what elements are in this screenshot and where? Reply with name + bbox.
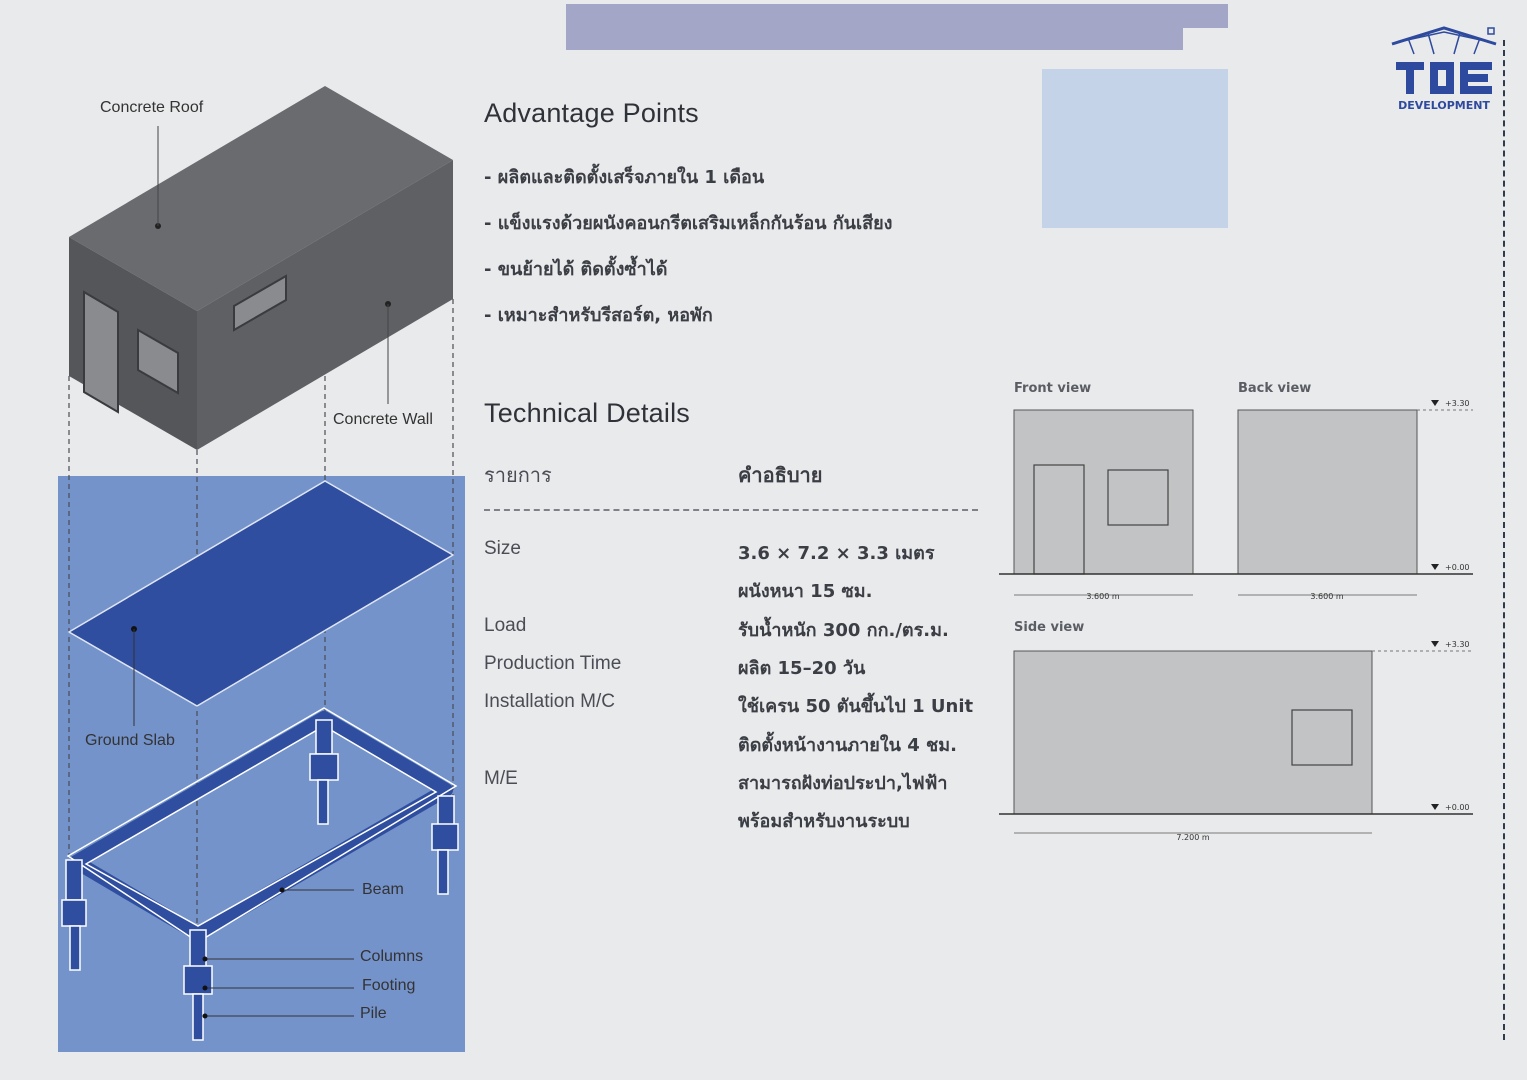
door-opening [84, 292, 118, 412]
label-concrete-roof: Concrete Roof [100, 99, 204, 116]
row-value-size-2: ผนังหนา 15 ซม. [738, 581, 873, 602]
table-divider [484, 509, 978, 511]
advantage-item: - แข็งแรงด้วยผนังคอนกรีตเสริมเหล็กกันร้อน กันเสียง [484, 213, 893, 234]
level-marker-icon [1431, 564, 1439, 570]
side-width-label: 7.200 m [1176, 833, 1210, 842]
color-swatch [1042, 69, 1228, 228]
level-top-label: +3.30 [1445, 399, 1470, 408]
row-value-production: ผลิต 15–20 วัน [738, 658, 866, 679]
label-footing: Footing [362, 977, 416, 994]
row-value-me-2: พร้อมสำหรับงานระบบ [738, 811, 910, 832]
label-pile: Pile [360, 1005, 387, 1022]
isometric-diagram [0, 0, 480, 1080]
column-header-description: คำอธิบาย [738, 463, 823, 487]
row-value-installation: ใช้เครน 50 ตันขึ้นไป 1 Unit [738, 696, 974, 717]
side-level-top-label: +3.30 [1445, 640, 1470, 649]
row-value-load: รับน้ำหนัก 300 กก./ตร.ม. [738, 620, 949, 641]
logo-text: DEVELOPMENT [1398, 99, 1490, 112]
row-label-load: Load [484, 615, 527, 636]
technical-title: Technical Details [484, 398, 690, 428]
page-divider [1503, 40, 1505, 1040]
side-view-window [1292, 710, 1352, 765]
row-label-installation: Installation M/C [484, 691, 615, 712]
front-view-window [1108, 470, 1168, 525]
label-columns: Columns [360, 948, 424, 965]
side-view-title: Side view [1014, 620, 1085, 635]
level-marker-icon [1431, 400, 1439, 406]
level-base-label: +0.00 [1445, 563, 1470, 572]
back-view-title: Back view [1238, 381, 1312, 396]
row-value-me: สามารถฝังท่อประปา,ไฟฟ้า [738, 773, 948, 794]
row-value-installation-2: ติดตั้งหน้างานภายใน 4 ชม. [738, 735, 957, 756]
column-header-item: รายการ [484, 463, 552, 487]
front-width-label: 3.600 m [1086, 592, 1120, 601]
back-view-wall [1238, 410, 1417, 574]
header-bar [566, 4, 1228, 28]
row-value-size: 3.6 × 7.2 × 3.3 เมตร [738, 543, 935, 564]
advantage-item: - ผลิตและติดตั้งเสร็จภายใน 1 เดือน [484, 167, 765, 188]
side-level-base-label: +0.00 [1445, 803, 1470, 812]
row-label-size: Size [484, 538, 521, 559]
front-view-door [1034, 465, 1084, 574]
advantage-item: - ขนย้ายได้ ติดตั้งซ้ำได้ [484, 259, 668, 280]
label-concrete-wall: Concrete Wall [333, 411, 433, 428]
front-view-title: Front view [1014, 381, 1092, 396]
elevation-drawings [995, 395, 1495, 855]
level-marker-icon [1431, 641, 1439, 647]
level-marker-icon [1431, 804, 1439, 810]
label-beam: Beam [362, 881, 404, 898]
advantage-item: - เหมาะสำหรับรีสอร์ต, หอพัก [484, 305, 713, 326]
advantage-title: Advantage Points [484, 98, 699, 128]
back-width-label: 3.600 m [1310, 592, 1344, 601]
label-ground-slab: Ground Slab [85, 732, 175, 749]
header-bar-lower [566, 28, 1183, 50]
row-label-production: Production Time [484, 653, 622, 674]
company-logo [1388, 24, 1500, 116]
row-label-me: M/E [484, 768, 518, 789]
